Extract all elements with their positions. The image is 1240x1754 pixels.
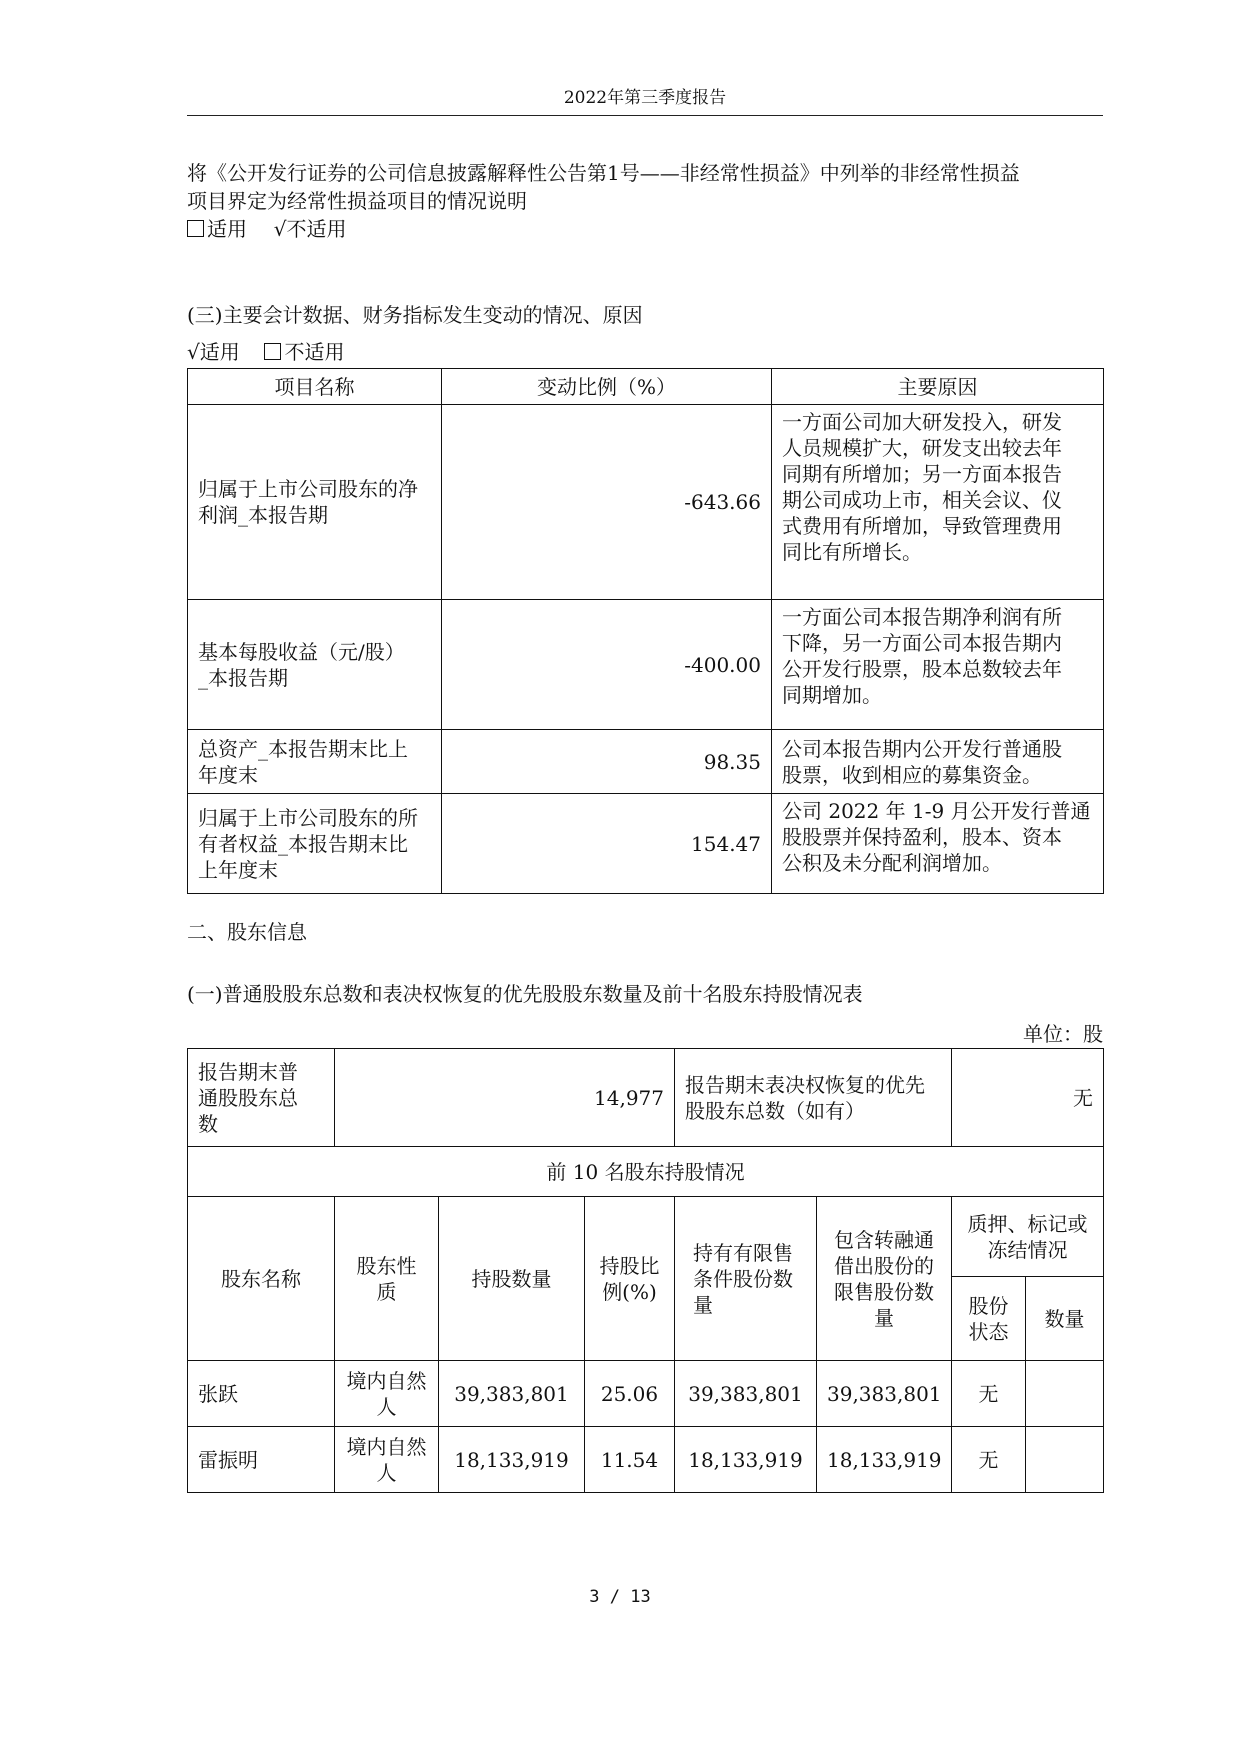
reason-cell [772,405,1104,600]
column-header [817,1197,952,1361]
header-line: 持有有限售 [693,1240,793,1265]
shareholder-nature [335,1427,439,1493]
item-name-line: 有者权益_本报告期末比 [198,831,408,856]
section3-applicability [187,338,344,366]
table-header-row [188,369,1104,405]
shares-count: 18,133,919 [439,1427,585,1493]
header-line: 冻结情况 [987,1237,1068,1262]
applicable-label: 适用 [207,217,247,241]
note-line-2: 项目界定为经常性损益项目的情况说明 [187,189,527,213]
column-header [585,1197,675,1361]
nature-line: 人 [376,1460,397,1485]
reason-line: 公司 2022 年 1-9 月公开发行普通 [782,799,1091,823]
item-name-line: 归属于上市公司股东的净 [198,477,418,501]
reason-line: 同期有所增加；另一方面本报告 [782,462,1062,486]
shares-count: 39,383,801 [439,1361,585,1427]
column-header [675,1197,817,1361]
reason-line: 下降，另一方面公司本报告期内 [782,631,1062,655]
header-line: 量 [874,1305,894,1330]
column-header: 股东名称 [188,1197,335,1361]
header-divider [187,115,1103,116]
item-name-line: 年度末 [198,762,258,787]
header-line: 借出股份的 [834,1253,934,1278]
reason-line: 股票，收到相应的募集资金。 [782,762,1042,787]
page-header-title: 2022年第三季度报告 [563,88,727,108]
pledge-count [1026,1427,1104,1493]
ratio-cell: 98.35 [442,730,772,794]
item-name-cell [188,730,442,794]
item-name-line: 基本每股收益（元/股） [198,639,405,664]
preferred-shareholders-label [675,1049,952,1147]
label-line: 股股东总数（如有） [685,1098,865,1123]
applicable-label: 适用 [199,340,240,364]
shareholder-nature [335,1361,439,1427]
unchecked-box-icon [187,220,204,237]
nature-line: 境内自然 [346,1434,427,1459]
label-line: 数 [198,1111,218,1136]
item-name-line: 总资产_本报告期末比上 [198,736,408,761]
reason-line: 同期增加。 [782,683,882,707]
reason-line: 股股票并保持盈利，股本、资本 [782,825,1062,849]
table-row [188,1427,1104,1493]
header-line: 持股比 [599,1253,660,1278]
column-header: 项目名称 [188,369,442,405]
item-name-line: 归属于上市公司股东的所 [198,805,418,830]
header-line: 包含转融通 [834,1227,934,1252]
column-header [952,1197,1104,1277]
label-line: 通股股东总 [198,1085,298,1110]
pledge-status: 无 [952,1427,1026,1493]
reason-line: 公司本报告期内公开发行普通股 [782,736,1062,761]
pledge-status: 无 [952,1361,1026,1427]
reason-line: 人员规模扩大，研发支出较去年 [782,436,1062,460]
preferred-shareholders-value: 无 [952,1049,1104,1147]
column-header-row [188,1197,1104,1277]
header-line: 股份 [968,1293,1009,1318]
lent-restricted-shares: 18,133,919 [817,1427,952,1493]
header-line: 质押、标记或 [967,1211,1088,1236]
column-header: 持股数量 [439,1197,585,1361]
reason-cell [772,730,1104,794]
not-applicable-label: 不适用 [284,340,345,364]
table-row [188,405,1104,600]
header-line: 限售股份数 [834,1279,934,1304]
unit-label: 单位：股 [1023,1022,1103,1046]
section3-title: (三)主要会计数据、财务指标发生变动的情况、原因 [187,303,643,327]
label-line: 报告期末表决权恢复的优先 [685,1072,925,1097]
table-row [188,1361,1104,1427]
check-mark-icon: √ [273,217,287,241]
pledge-count [1026,1361,1104,1427]
header-line: 状态 [968,1319,1009,1344]
ratio-cell: -400.00 [442,600,772,730]
total-shareholders-label [188,1049,335,1147]
reason-line: 一方面公司本报告期净利润有所 [782,605,1062,629]
restricted-shares: 39,383,801 [675,1361,817,1427]
item-name-line: _本报告期 [198,665,288,690]
table-row [188,730,1104,794]
header-line: 条件股份数 [693,1266,793,1291]
subsection1-title: (一)普通股股东总数和表决权恢复的优先股股东数量及前十名股东持股情况表 [187,982,863,1006]
label-line: 报告期末普 [198,1059,298,1084]
reason-line: 期公司成功上市，相关会议、仪 [782,488,1062,512]
note-line-1: 将《公开发行证券的公司信息披露解释性公告第1号——非经常性损益》中列举的非经常性损益 [187,161,1020,185]
not-applicable-label: 不适用 [286,217,347,241]
restricted-shares: 18,133,919 [675,1427,817,1493]
reason-line: 公积及未分配利润增加。 [782,851,1002,875]
item-name-cell [188,600,442,730]
header-line: 质 [376,1279,397,1304]
share-ratio: 11.54 [585,1427,675,1493]
page-number: 3 / 13 [589,1587,651,1607]
column-header [335,1197,439,1361]
reason-cell [772,794,1104,894]
header-line: 例(%) [602,1279,657,1304]
column-header: 变动比例（%） [442,369,772,405]
lent-restricted-shares: 39,383,801 [817,1361,952,1427]
top10-title-row [188,1147,1104,1197]
check-mark-icon: √ [187,340,200,364]
share-ratio: 25.06 [585,1361,675,1427]
shareholders-table [187,1048,1104,1493]
header-line: 量 [693,1292,713,1317]
ratio-cell: -643.66 [442,405,772,600]
header-line: 股东性 [356,1253,417,1278]
ratio-cell: 154.47 [442,794,772,894]
item-name-cell [188,405,442,600]
column-header: 主要原因 [772,369,1104,405]
totals-row [188,1049,1104,1147]
shareholder-name: 雷振明 [188,1427,335,1493]
item-name-cell [188,794,442,894]
reason-line: 一方面公司加大研发投入，研发 [782,410,1062,434]
column-header [952,1277,1026,1361]
table-row [188,600,1104,730]
reason-cell [772,600,1104,730]
top10-title: 前 10 名股东持股情况 [188,1147,1104,1197]
note-applicability [187,215,346,243]
nature-line: 境内自然 [346,1368,427,1393]
reason-line: 式费用有所增加，导致管理费用 [782,514,1062,538]
shareholder-name: 张跃 [188,1361,335,1427]
total-shareholders-value: 14,977 [335,1049,675,1147]
change-reasons-table [187,368,1104,894]
item-name-line: 利润_本报告期 [198,503,328,527]
section-two-title: 二、股东信息 [187,920,307,944]
reason-line: 公开发行股票，股本总数较去年 [782,657,1062,681]
column-header: 数量 [1026,1277,1104,1361]
table-row [188,794,1104,894]
item-name-line: 上年度末 [198,857,278,882]
nature-line: 人 [376,1394,397,1419]
reason-line: 同比有所增长。 [782,540,922,564]
unchecked-box-icon [264,343,281,360]
